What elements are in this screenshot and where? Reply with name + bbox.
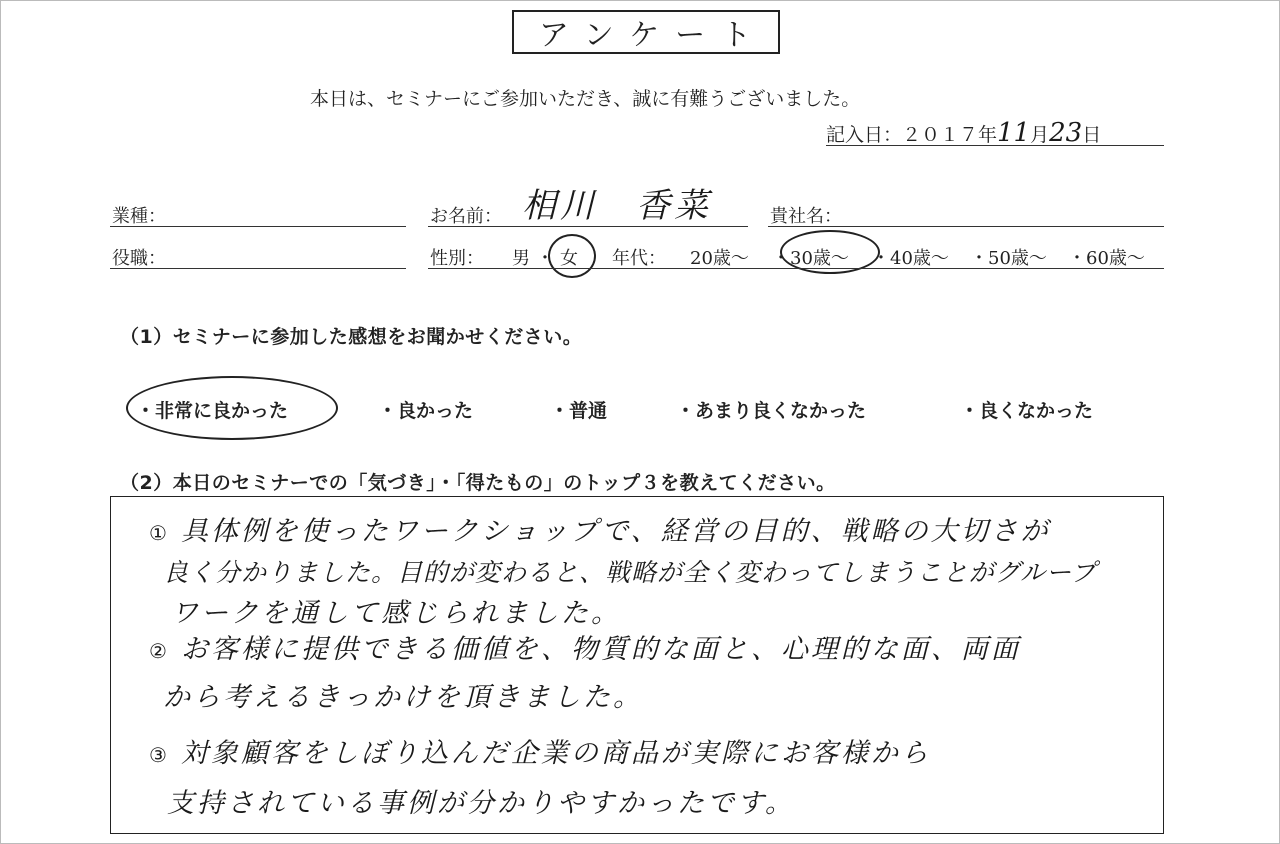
- answer-line: [149, 627, 1021, 666]
- date-month: 11: [997, 118, 1031, 148]
- age-separator: ・: [872, 248, 890, 269]
- age-option-40[interactable]: 40歳～: [890, 248, 949, 269]
- gender-separator: ・: [536, 248, 554, 269]
- gender-label: 性別：: [430, 248, 484, 269]
- answer-marker: ②: [149, 639, 167, 663]
- answer-marker: ①: [149, 521, 167, 545]
- age-separator: ・: [1068, 248, 1086, 269]
- name-value: 相川 香菜: [522, 186, 712, 226]
- gender-male[interactable]: 男: [512, 248, 530, 269]
- q2-answer-box[interactable]: [110, 496, 1164, 834]
- age-separator: ・: [970, 248, 988, 269]
- gender-female[interactable]: 女: [560, 248, 578, 269]
- industry-field[interactable]: [110, 226, 406, 227]
- age-label: 年代：: [612, 248, 666, 269]
- gender-age-underline: [428, 268, 1164, 269]
- q1-option-normal[interactable]: ・普通: [550, 400, 608, 422]
- intro-text: 本日は、セミナーにご参加いただき、誠に有難うございました。: [310, 88, 861, 110]
- company-label: 貴社名：: [770, 206, 842, 227]
- position-label: 役職：: [112, 248, 166, 269]
- name-label: お名前：: [430, 206, 502, 227]
- name-field[interactable]: [428, 226, 748, 227]
- entry-date: [826, 118, 1101, 148]
- answer-text: から考えるきっかけを頂きました。: [163, 682, 643, 713]
- answer-text: お客様に提供できる価値を、物質的な面と、心理的な面、両面: [180, 634, 1021, 665]
- answer-text: 具体例を使ったワークショップで、経営の目的、戦略の大切さが: [180, 516, 1051, 547]
- age-option-20[interactable]: 20歳～: [690, 248, 749, 269]
- q1-option-not-good[interactable]: ・良くなかった: [960, 400, 1094, 422]
- q1-option-not-very-good[interactable]: ・あまり良くなかった: [676, 400, 867, 422]
- answer-line: [149, 731, 931, 770]
- date-day: 23: [1049, 118, 1083, 148]
- date-underline: [826, 145, 1164, 146]
- industry-label: 業種：: [112, 206, 166, 227]
- age-option-30[interactable]: 30歳～: [790, 248, 849, 269]
- question-2: （2）本日のセミナーでの「気づき」・「得たもの」のトップ３を教えてください。: [120, 472, 836, 494]
- survey-title: アンケート: [512, 10, 780, 54]
- answer-text: 支持されている事例が分かりやすかったです。: [167, 788, 795, 819]
- answer-line: [163, 553, 1097, 589]
- date-label: 記入日：２０１７年: [826, 124, 998, 146]
- answer-line: [149, 509, 1051, 548]
- answer-text: ワークを通して感じられました。: [171, 598, 621, 629]
- company-field[interactable]: [768, 226, 1164, 227]
- age-separator: ・: [772, 248, 790, 269]
- answer-line: [167, 781, 795, 820]
- age-option-60[interactable]: 60歳～: [1086, 248, 1145, 269]
- answer-text: 対象顧客をしぼり込んだ企業の商品が実際にお客様から: [180, 738, 931, 769]
- date-month-unit: 月: [1030, 124, 1050, 146]
- answer-line: [171, 591, 621, 630]
- answer-marker: ③: [149, 743, 167, 767]
- question-1: （1）セミナーに参加した感想をお聞かせください。: [120, 326, 583, 348]
- age-option-50[interactable]: 50歳～: [988, 248, 1047, 269]
- gender-selection-circle: [548, 234, 596, 278]
- q1-selection-circle: [126, 376, 338, 440]
- position-field[interactable]: [110, 268, 406, 269]
- answer-text: 良く分かりました。目的が変わると、戦略が全く変わってしまうことがグループ: [163, 558, 1097, 587]
- date-day-unit: 日: [1082, 124, 1102, 146]
- q1-option-very-good[interactable]: ・非常に良かった: [136, 400, 289, 422]
- answer-line: [163, 675, 643, 714]
- q1-option-good[interactable]: ・良かった: [378, 400, 474, 422]
